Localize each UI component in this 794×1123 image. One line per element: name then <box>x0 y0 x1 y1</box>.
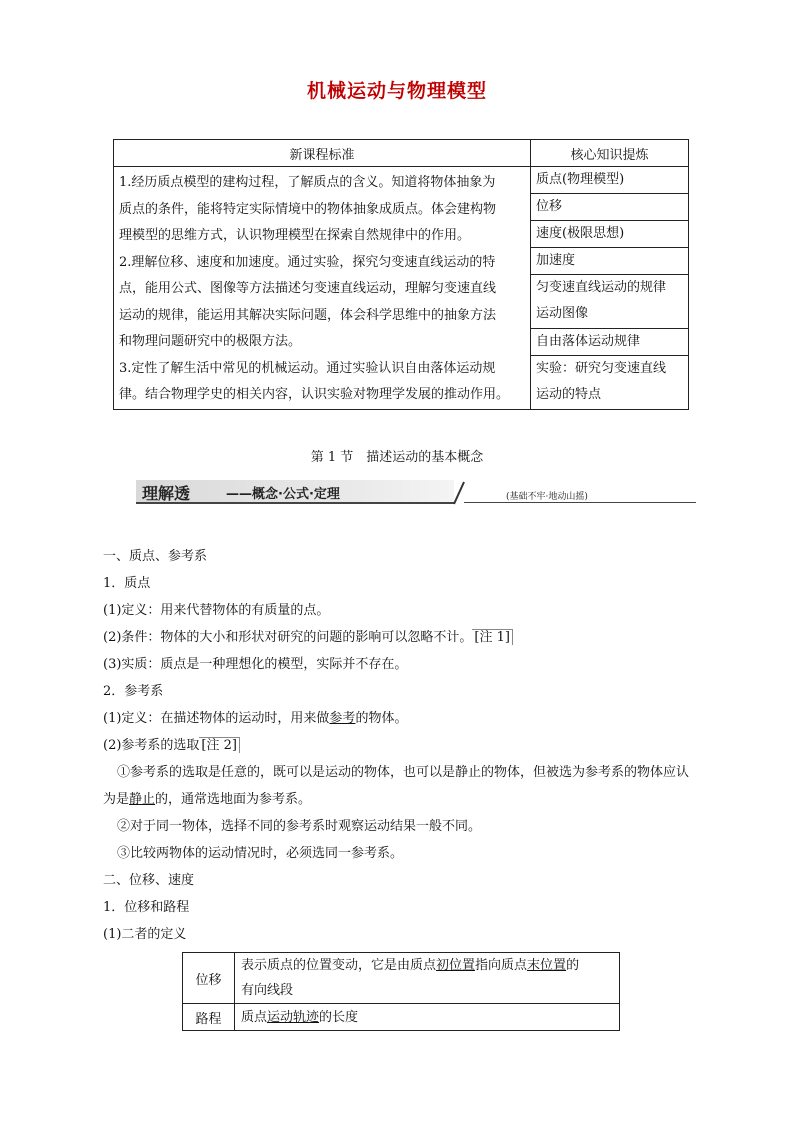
paragraph-text: 的物体。 <box>355 711 408 726</box>
knowledge-item: 质点(物理模型) <box>531 167 689 194</box>
def-text: 表示质点的位置变动，它是由质点 <box>241 958 437 973</box>
knowledge-item: 位移 <box>531 194 689 221</box>
knowledge-item: 速度(极限思想) <box>531 221 689 248</box>
paragraph-text: (1)定义：在描述物体的运动时，用来做 <box>103 711 330 726</box>
knowledge-item: 自由落体运动规律 <box>531 328 689 355</box>
underlined-term: 末位置 <box>527 958 567 973</box>
underlined-term: 运动 <box>267 1009 294 1025</box>
underlined-term: 静止 <box>129 792 156 807</box>
standard-line: 理模型的思维方式，认识物理模型在探索自然规律中的作用。 <box>119 228 471 243</box>
curriculum-standard-table <box>113 139 689 410</box>
paragraph: ③比较两物体的运动情况时，必须选同一参考系。 <box>117 846 404 861</box>
standard-line: 点，能用公式、图像等方法描述匀变速直线运动，理解匀变速直线 <box>119 281 497 296</box>
banner-sub-text: ——概念·公式·定理 <box>226 487 340 502</box>
knowledge-item: 加速度 <box>531 248 689 275</box>
def-text: 质点 <box>241 1009 268 1025</box>
paragraph: (3)实质：质点是一种理想化的模型，实际并不存在。 <box>103 657 408 672</box>
paragraph <box>103 734 240 753</box>
banner-note: (基础不牢·地动山摇) <box>506 492 588 502</box>
standard-line: 2.理解位移、速度和加速度。通过实验，探究匀变速直线运动的特 <box>119 254 496 270</box>
standard-line: 律。结合物理学史的相关内容，认识实验对物理学发展的推动作用。 <box>119 387 510 402</box>
subheading: 2．参考系 <box>103 684 164 699</box>
underlined-term: 初位置 <box>436 958 476 973</box>
paragraph-text: 为是 <box>103 792 130 807</box>
definition-text <box>235 953 620 1004</box>
heading: 二、位移、速度 <box>103 873 195 888</box>
def-text: 的长度 <box>319 1009 359 1025</box>
note-marker[interactable]: [注 1] <box>472 629 513 645</box>
banner-main-text: 理解透 <box>142 484 191 503</box>
paragraph: ②对于同一物体，选择不同的参考系时观察运动结果一般不同。 <box>117 819 482 834</box>
page-title: 机械运动与物理模型 <box>306 80 487 102</box>
standard-text-cell <box>114 167 531 410</box>
definition-term: 路程 <box>183 1004 235 1031</box>
knowledge-line: 匀变速直线运动的规律 <box>536 280 667 295</box>
knowledge-line: 运动图像 <box>536 306 589 321</box>
paragraph-text: (2)条件：物体的大小和形状对研究的问题的影响可以忽略不计。 <box>103 630 473 645</box>
paragraph: ①参考系的选取是任意的，既可以是运动的物体，也可以是静止的物体，但被选为参考系的物体应认 <box>117 765 690 780</box>
underlined-term: 轨迹 <box>293 1009 320 1025</box>
underlined-term: 参考 <box>329 711 356 726</box>
standard-line: 质点的条件，能将特定实际情境中的物体抽象成质点。体会建构物 <box>119 201 497 217</box>
knowledge-item <box>531 275 689 329</box>
definition-table <box>182 952 620 1031</box>
section-title: 第 1 节 描述运动的基本概念 <box>310 450 484 465</box>
definition-line <box>241 953 613 978</box>
paragraph <box>103 788 311 807</box>
table-header-knowledge: 核心知识提炼 <box>531 140 689 167</box>
standard-line: 1.经历质点模型的建构过程，了解质点的含义。知道将物体抽象为 <box>119 175 496 190</box>
standard-line: 3.定性了解生活中常见的机械运动。通过实验认识自由落体运动规 <box>119 360 496 376</box>
knowledge-item <box>531 355 689 409</box>
def-text: 的 <box>566 958 580 973</box>
definition-term: 位移 <box>183 953 235 1004</box>
section-banner <box>136 480 696 504</box>
paragraph-text: 的，通常选地面为参考系。 <box>155 792 312 807</box>
knowledge-line: 运动的特点 <box>536 386 602 402</box>
subheading: 1．质点 <box>103 576 151 591</box>
paragraph <box>103 707 407 726</box>
banner-divider <box>464 502 696 503</box>
paragraph: (1)二者的定义 <box>103 927 187 942</box>
note-marker[interactable]: [注 2] <box>199 737 240 753</box>
paragraph: (1)定义：用来代替物体的有质量的点。 <box>103 603 330 618</box>
paragraph-text: (2)参考系的选取 <box>103 738 200 753</box>
subheading: 1．位移和路程 <box>103 900 190 915</box>
standard-line: 运动的规律，能运用其解决实际问题，体会科学思维中的抽象方法 <box>119 307 497 323</box>
table-header-standard: 新课程标准 <box>114 140 531 167</box>
paragraph <box>103 626 513 645</box>
standard-line: 和物理问题研究中的极限方法。 <box>119 334 302 349</box>
heading: 一、质点、参考系 <box>103 549 208 564</box>
definition-line: 有向线段 <box>241 983 294 998</box>
knowledge-line: 实验：研究匀变速直线 <box>536 360 667 376</box>
definition-text <box>235 1004 620 1031</box>
def-text: 指向质点 <box>475 958 528 973</box>
